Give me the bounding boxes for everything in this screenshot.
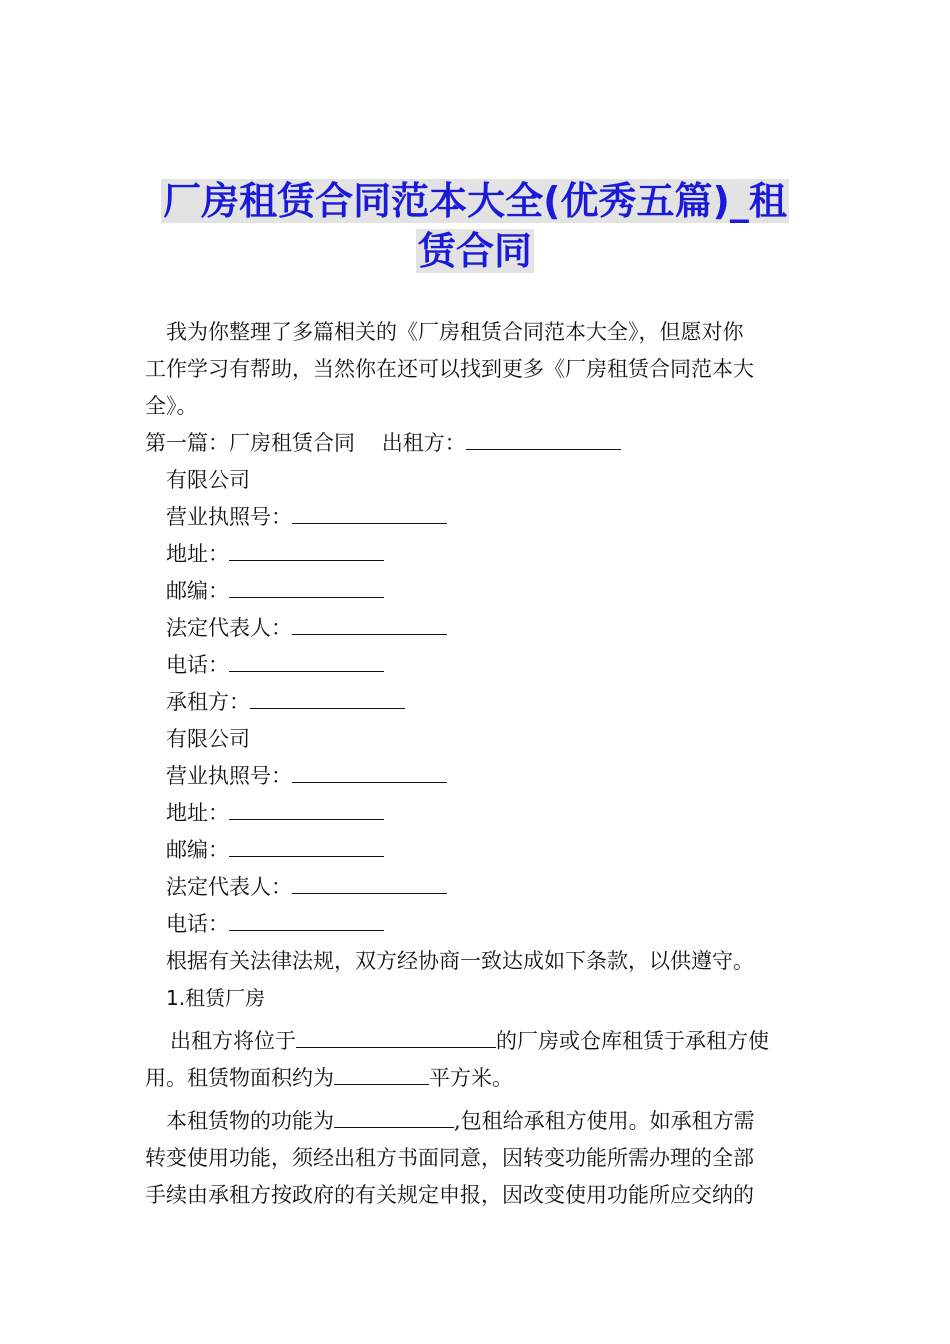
lessee-postcode-blank (229, 836, 384, 857)
clause-1-p1-text-d: 平方米。 (429, 1066, 513, 1090)
clause-1-title: 1.租赁厂房 (166, 986, 266, 1010)
lessee-postcode-line (145, 832, 810, 869)
document-title (140, 176, 810, 276)
intro-line-3: 全》。 (145, 394, 198, 418)
lessee-address-line (145, 795, 810, 832)
clause-1-p1-text-c: 用。租赁物面积约为 (145, 1066, 334, 1090)
lessor-company: 有限公司 (166, 468, 250, 492)
lessor-label: 出租方： (381, 431, 466, 455)
intro-line-2: 工作学习有帮助，当然你在还可以找到更多《厂房租赁合同范本大 (145, 357, 754, 381)
lessee-phone-line (145, 906, 810, 943)
clause-1-p1-text-a: 出租方将位于 (170, 1029, 296, 1053)
factory-location-blank (296, 1027, 496, 1048)
lessee-line (145, 684, 810, 721)
section-heading-line (145, 425, 810, 462)
lessor-license-blank (292, 503, 447, 524)
lessor-postcode-label: 邮编： (166, 579, 229, 603)
lessee-postcode-label: 邮编： (166, 838, 229, 862)
lessee-legal-rep-label: 法定代表人： (166, 875, 292, 899)
clause-1-p2-line1 (145, 1103, 810, 1140)
lessor-phone-line (145, 647, 810, 684)
title-line-2: 赁合同 (417, 229, 532, 273)
area-blank (334, 1064, 429, 1085)
lessor-legal-rep-line (145, 610, 810, 647)
lessor-phone-label: 电话： (166, 653, 229, 677)
clause-1-p2-text-a: 本租赁物的功能为 (166, 1109, 334, 1133)
document-body (145, 314, 810, 1214)
clause-1-p1-line1 (145, 1023, 810, 1060)
lessee-license-line (145, 758, 810, 795)
lessee-address-blank (229, 799, 384, 820)
lessor-address-label: 地址： (166, 542, 229, 566)
lessor-legal-rep-blank (292, 614, 447, 635)
lessor-phone-blank (229, 651, 384, 672)
clause-1-p1-line2 (145, 1060, 810, 1097)
clause-1-p2-text-b: ,包租给承租方使用。如承租方需 (454, 1109, 755, 1133)
clause-1-p1-text-b: 的厂房或仓库租赁于承租方使 (496, 1029, 769, 1053)
lessor-postcode-blank (229, 577, 384, 598)
lessee-address-label: 地址： (166, 801, 229, 825)
lessee-phone-label: 电话： (166, 912, 229, 936)
lessee-label: 承租方： (166, 690, 250, 714)
lessee-license-blank (292, 762, 447, 783)
function-blank (334, 1107, 454, 1128)
lessor-license-label: 营业执照号： (166, 505, 292, 529)
lessor-postcode-line (145, 573, 810, 610)
lessee-company: 有限公司 (166, 727, 250, 751)
lessee-name-blank (250, 688, 405, 709)
agreement-statement: 根据有关法律法规，双方经协商一致达成如下条款，以供遵守。 (166, 949, 754, 973)
lessee-license-label: 营业执照号： (166, 764, 292, 788)
clause-1-p2-line3: 手续由承租方按政府的有关规定申报，因改变使用功能所应交纳的 (145, 1183, 754, 1207)
section-heading: 第一篇：厂房租赁合同 (145, 431, 355, 455)
lessor-address-blank (229, 540, 384, 561)
lessee-legal-rep-blank (292, 873, 447, 894)
title-line-1: 厂房租赁合同范本大全(优秀五篇)_租 (163, 179, 787, 223)
lessor-address-line (145, 536, 810, 573)
clause-1-p2-line2: 转变使用功能，须经出租方书面同意，因转变功能所需办理的全部 (145, 1146, 754, 1170)
lessor-legal-rep-label: 法定代表人： (166, 616, 292, 640)
intro-line-1: 我为你整理了多篇相关的《厂房租赁合同范本大全》，但愿对你 (166, 320, 744, 344)
lessor-name-blank (466, 429, 621, 450)
lessor-license-line (145, 499, 810, 536)
lessee-legal-rep-line (145, 869, 810, 906)
lessee-phone-blank (229, 910, 384, 931)
